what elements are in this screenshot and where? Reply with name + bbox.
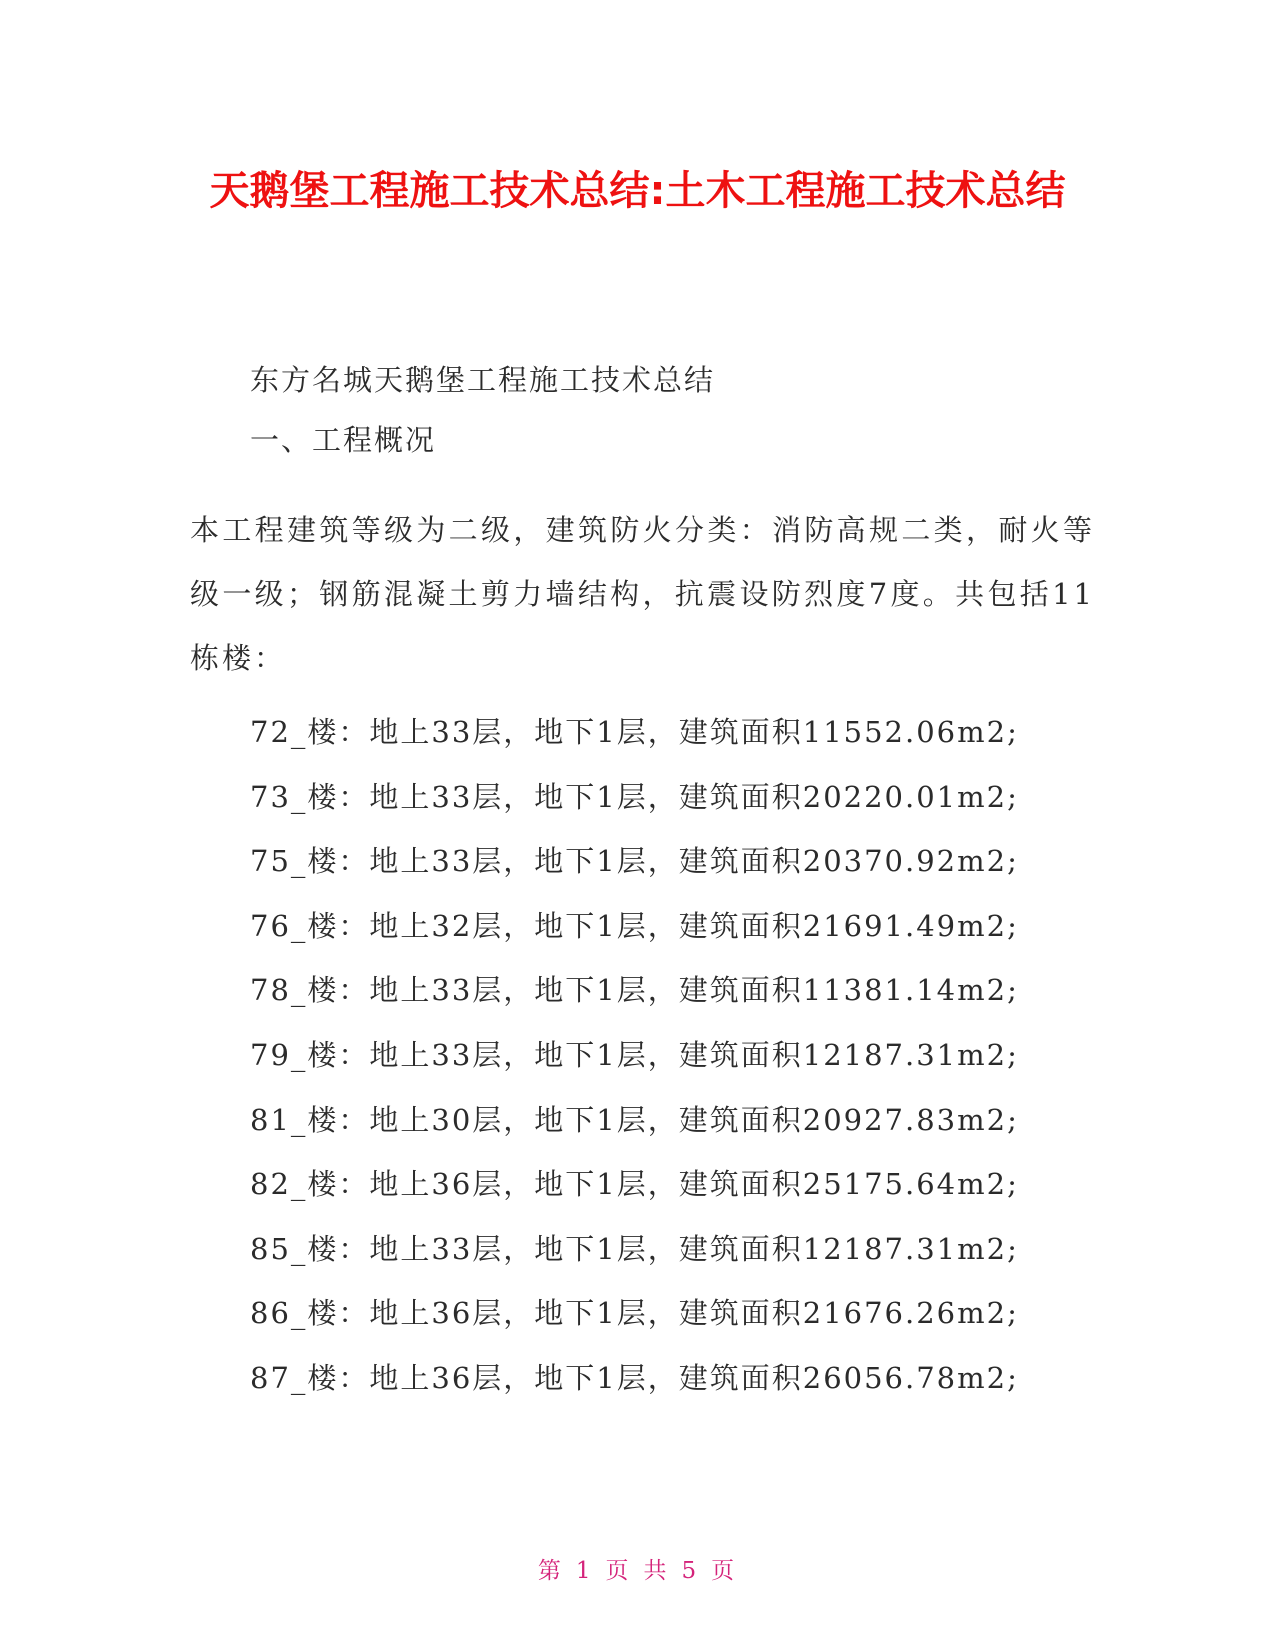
list-item: 85_楼：地上33层，地下1层，建筑面积12187.31m2; [250,1231,1019,1266]
list-item: 72_楼：地上33层，地下1层，建筑面积11552.06m2; [250,715,1019,749]
footer-prefix: 第 [537,1558,564,1584]
page-footer [0,1552,1275,1585]
list-item: 79_楼：地上33层，地下1层，建筑面积12187.31m2; [250,1037,1019,1072]
footer-page-word: 页 [605,1558,632,1584]
list-item: 76_楼：地上32层，地下1层，建筑面积21691.49m2; [250,908,1019,943]
list-item: 75_楼：地上33层，地下1层，建筑面积20370.92m2; [250,844,1019,879]
list-item: 87_楼：地上36层，地下1层，建筑面积26056.78m2; [250,1360,1019,1395]
overview-paragraph: 本工程建筑等级为二级，建筑防火分类：消防高规二类，耐火等级一级；钢筋混凝土剪力墙结构，抗震设防烈度7度。共包括11栋楼： [190,513,1095,675]
subtitle-line: 东方名城天鹅堡工程施工技术总结 [250,363,716,397]
footer-current-page: 1 [575,1558,594,1584]
building-list [250,700,1019,1411]
list-item: 81_楼：地上30层，地下1层，建筑面积20927.83m2; [250,1102,1019,1137]
list-item: 78_楼：地上33层，地下1层，建筑面积11381.14m2; [250,973,1019,1008]
document-title: 天鹅堡工程施工技术总结:土木工程施工技术总结 [209,168,1066,214]
list-item: 86_楼：地上36层，地下1层，建筑面积21676.26m2; [250,1296,1019,1331]
list-item: 73_楼：地上33层，地下1层，建筑面积20220.01m2; [250,779,1019,814]
list-item: 82_楼：地上36层，地下1层，建筑面积25175.64m2; [250,1167,1019,1202]
section-heading: 一、工程概况 [250,423,437,457]
footer-total-prefix: 共 [643,1558,670,1584]
footer-total-pages: 5 [681,1558,700,1584]
footer-total-suffix: 页 [711,1558,738,1584]
